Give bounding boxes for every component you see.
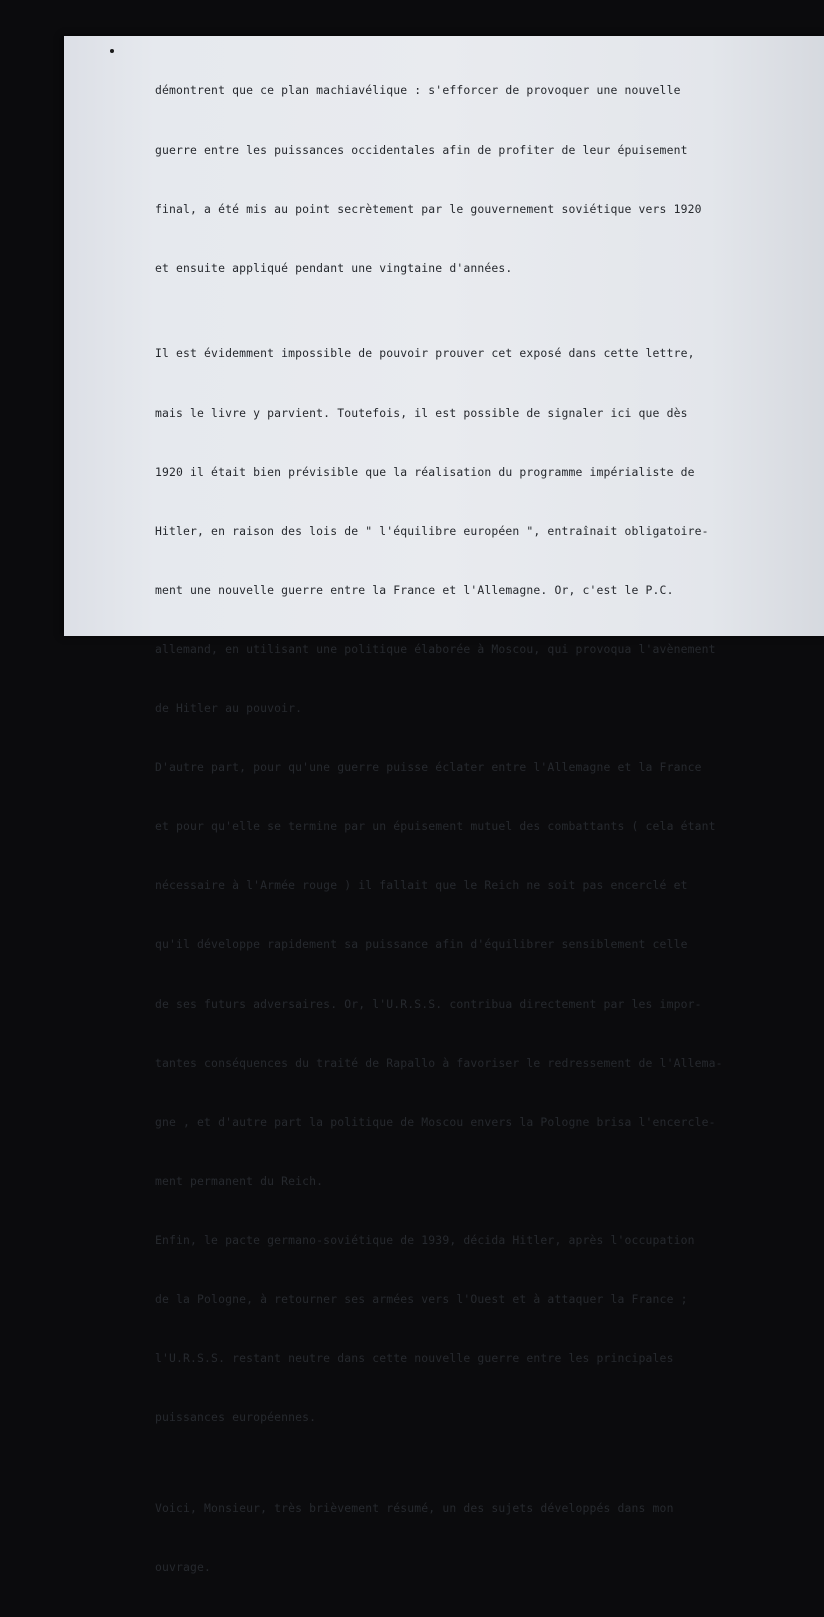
text-line: Enfin, le pacte germano-soviétique de 1939, décida Hitler, après l'occupation — [155, 1232, 695, 1247]
text-line: Il est évidemment impossible de pouvoir prouver cet exposé dans cette lettre, — [155, 346, 695, 361]
letter-body — [155, 42, 755, 1617]
text-line: final, a été mis au point secrètement par le gouvernement soviétique vers 1920 — [155, 201, 702, 216]
text-line: allemand, en utilisant une politique élaborée à Moscou, qui provoqua l'avènement — [155, 641, 716, 656]
text-line: et ensuite appliqué pendant une vingtaine d'années. — [155, 260, 513, 275]
text-line: l'U.R.S.S. restant neutre dans cette nouvelle guerre entre les principales — [155, 1351, 674, 1366]
letter-page — [64, 36, 824, 1575]
text-line: ment permanent du Reich. — [155, 1173, 324, 1188]
text-line: D'autre part, pour qu'une guerre puisse éclater entre l'Allemagne et la France — [155, 760, 702, 775]
text-line: Hitler, en raison des lois de " l'équilibre européen ", entraînait obligatoire- — [155, 523, 709, 538]
text-line: 1920 il était bien prévisible que la réalisation du programme impérialiste de — [155, 464, 695, 479]
text-line: de la Pologne, à retourner ses armées vers l'Ouest et à attaquer la France ; — [155, 1291, 688, 1306]
paper-hole-mark — [110, 49, 114, 53]
text-line: et pour qu'elle se termine par un épuisement mutuel des combattants ( cela étant — [155, 819, 716, 834]
text-line: tantes conséquences du traité de Rapallo à favoriser le redressement de l'Allema- — [155, 1055, 723, 1070]
text-line: démontrent que ce plan machiavélique : s'efforcer de provoquer une nouvelle — [155, 83, 681, 98]
text-line: ment une nouvelle guerre entre la France et l'Allemagne. Or, c'est le P.C. — [155, 582, 674, 597]
text-line: puissances européennes. — [155, 1410, 317, 1425]
text-line: gne , et d'autre part la politique de Moscou envers la Pologne brisa l'encercle- — [155, 1114, 716, 1129]
text-line: ouvrage. — [155, 1560, 212, 1575]
text-line: de ses futurs adversaires. Or, l'U.R.S.S. contribua directement par les impor- — [155, 996, 702, 1011]
text-line: nécessaire à l'Armée rouge ) il fallait que le Reich ne soit pas encerclé et — [155, 878, 688, 893]
text-line: qu'il développe rapidement sa puissance afin d'équilibrer sensiblement celle — [155, 937, 688, 952]
text-line: guerre entre les puissances occidentales afin de profiter de leur épuisement — [155, 142, 688, 157]
text-line: Voici, Monsieur, très brièvement résumé, un des sujets développés dans mon — [155, 1500, 674, 1515]
text-line: mais le livre y parvient. Toutefois, il est possible de signaler ici que dès — [155, 405, 688, 420]
text-line: de Hitler au pouvoir. — [155, 701, 303, 716]
